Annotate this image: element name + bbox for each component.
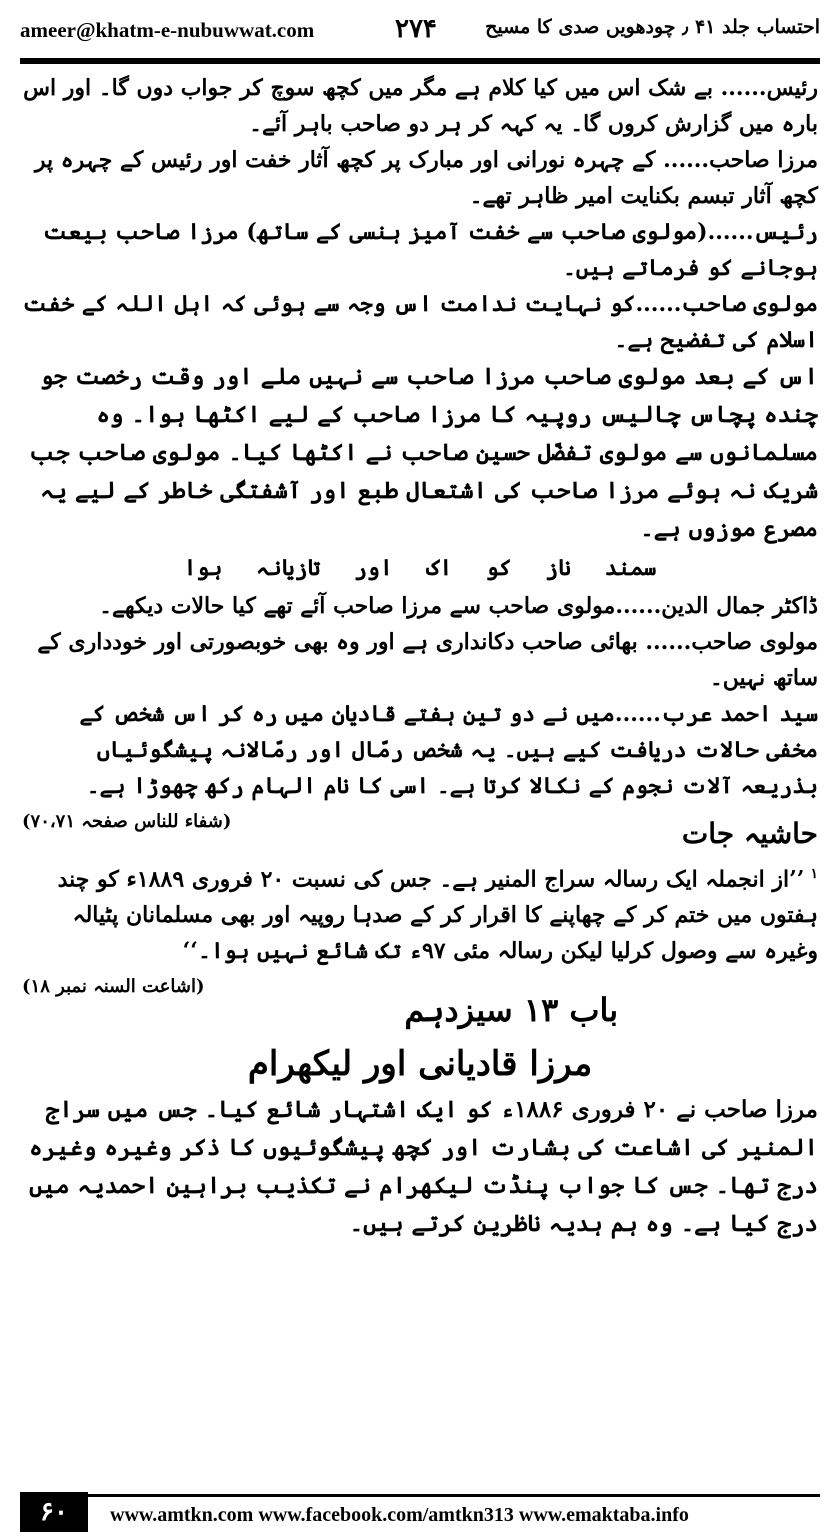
dialogue-paragraph [22, 624, 818, 696]
body-paragraph: اس کے بعد مولوی صاحب مرزا صاحب سے نہیں ملے اور وقت رخصت جو چندہ پچاس چالیس روپیہ کا مرزا صاحب کے لیے اکٹھا ہوا۔ وہ مسلمانوں سے مولوی تفضّل حسین صاحب نے اکٹھا کیا۔ مولوی صاحب جب شریک نہ ہوئے مرزا صاحب کی اشتعال طبع اور آشفتگی خاطر کے لیے یہ مصرع موزوں ہے۔ [29, 363, 818, 542]
dialogue-text: مولوی صاحب سے مرزا صاحب آئے تھے کیا حالات دیکھے۔ [99, 593, 616, 619]
footnote [22, 856, 818, 998]
speaker-label: مرزا صاحب...... [663, 147, 818, 173]
dialogue-text: بے شک اس میں کیا کلام ہے مگر میں کچھ سوچ کر جواب دوں گا۔ اور اس بارہ میں گزارش کروں گا۔ یہ کہہ کر ہر دو صاحب باہر آئے۔ [23, 75, 818, 137]
dialogue-text: بھائی صاحب دکانداری ہے اور وہ بھی خوبصورتی اور خودداری کے ساتھ نہیں۔ [37, 629, 818, 691]
page-header [20, 14, 820, 50]
verse-line: سمند ناز کو اک اور تازیانہ ہوا [183, 555, 657, 581]
footnote-text: ’’از انجملہ ایک رسالہ سراج المنیر ہے۔ جس کی نسبت ۲۰ فروری ۱۸۸۹ء کو چند ہفتوں میں ختم کر کے چھاپنے کا اقرار کر کے صدہا روپیہ اور بھی مسلمانان پٹیالہ وغیرہ سے وصول کرلیا لیکن رسالہ مئی ۹۷ء تک شائع نہیں ہوا۔‘‘ [57, 866, 818, 965]
chapter-heading: باب ۱۳ سیزدہم [404, 991, 619, 1030]
header-page-number: ۲۷۴ [395, 14, 437, 44]
speaker-label: ڈاکٹر جمال الدین...... [615, 593, 818, 619]
dialogue-paragraph [22, 142, 818, 214]
footnote-marker: ۱ [810, 866, 818, 882]
dialogue-paragraph [22, 588, 818, 624]
speaker-label: سید احمد عرب...... [614, 701, 818, 727]
footer-rule [88, 1494, 820, 1497]
footnotes-heading: حاشیہ جات [681, 817, 818, 850]
speaker-label: مولوی صاحب...... [635, 291, 818, 317]
footer-links[interactable]: www.amtkn.com www.facebook.com/amtkn313 www.emaktaba.info [110, 1504, 689, 1526]
dialogue-paragraph [22, 70, 818, 142]
dialogue-paragraph [22, 214, 818, 286]
dialogue-text: کے چہرہ نورانی اور مبارک پر کچھ آثار خفت اور رئیس کے چہرہ پر کچھ آثار تبسم بکنایت امیر ظاہر تھے۔ [34, 147, 818, 209]
citation: (شفاء للناس صفحہ ۷۰،۷۱) [22, 811, 232, 832]
dialogue-paragraph [22, 696, 818, 832]
speaker-label: رئیس...... [707, 219, 818, 245]
chapter-paragraph: مرزا صاحب نے ۲۰ فروری ۱۸۸۶ء کو ایک اشتہار شائع کیا۔ جس میں سراج المنیر کی اشاعت کی بشارت اور کچھ پیشگوئیوں کا ذکر وغیرہ وغیرہ درج تھا۔ جس کا جواب پنڈت لیکھرام نے تکذیب براہین احمدیہ میں درج کیا ہے۔ وہ ہم ہدیہ ناظرین کرتے ہیں۔ [29, 1096, 818, 1238]
chapter-subheading: مرزا قادیانی اور لیکھرام [247, 1044, 593, 1085]
header-email[interactable]: ameer@khatm-e-nubuwwat.com [20, 18, 315, 42]
footnote-citation: (اشاعت السنہ نمبر ۱۸) [22, 976, 205, 998]
footer-page-number: ۶۰ [20, 1492, 88, 1532]
speaker-label: مولوی صاحب...... [645, 629, 818, 655]
page-footer [20, 1492, 820, 1534]
header-rule [20, 58, 820, 64]
header-title: احتساب جلد ۴۱ ٫ چودھویں صدی کا مسیح [485, 16, 820, 38]
page-content [22, 70, 818, 1243]
dialogue-paragraph [22, 286, 818, 358]
dialogue-text: میں نے دو تین ہفتے قادیان میں رہ کر اس شخص کے مخفی حالات دریافت کیے ہیں۔ یہ شخص رمّال اور رمّالانہ پیشگوئیاں بذریعہ آلات نجوم کے نکالا کرتا ہے۔ اسی کا نام الہام رکھ چھوڑا ہے۔ [79, 701, 818, 799]
dialogue-text: کو نہایت ندامت اس وجہ سے ہوئی کہ اہل اللہ کے خفت اسلام کی تفضیح ہے۔ [22, 291, 818, 353]
dialogue-text: (مولوی صاحب سے خفت آمیز ہنسی کے ساتھ) مرزا صاحب بیعت ہوجانے کو فرماتے ہیں۔ [42, 219, 818, 281]
speaker-label: رئیس...... [720, 75, 818, 101]
